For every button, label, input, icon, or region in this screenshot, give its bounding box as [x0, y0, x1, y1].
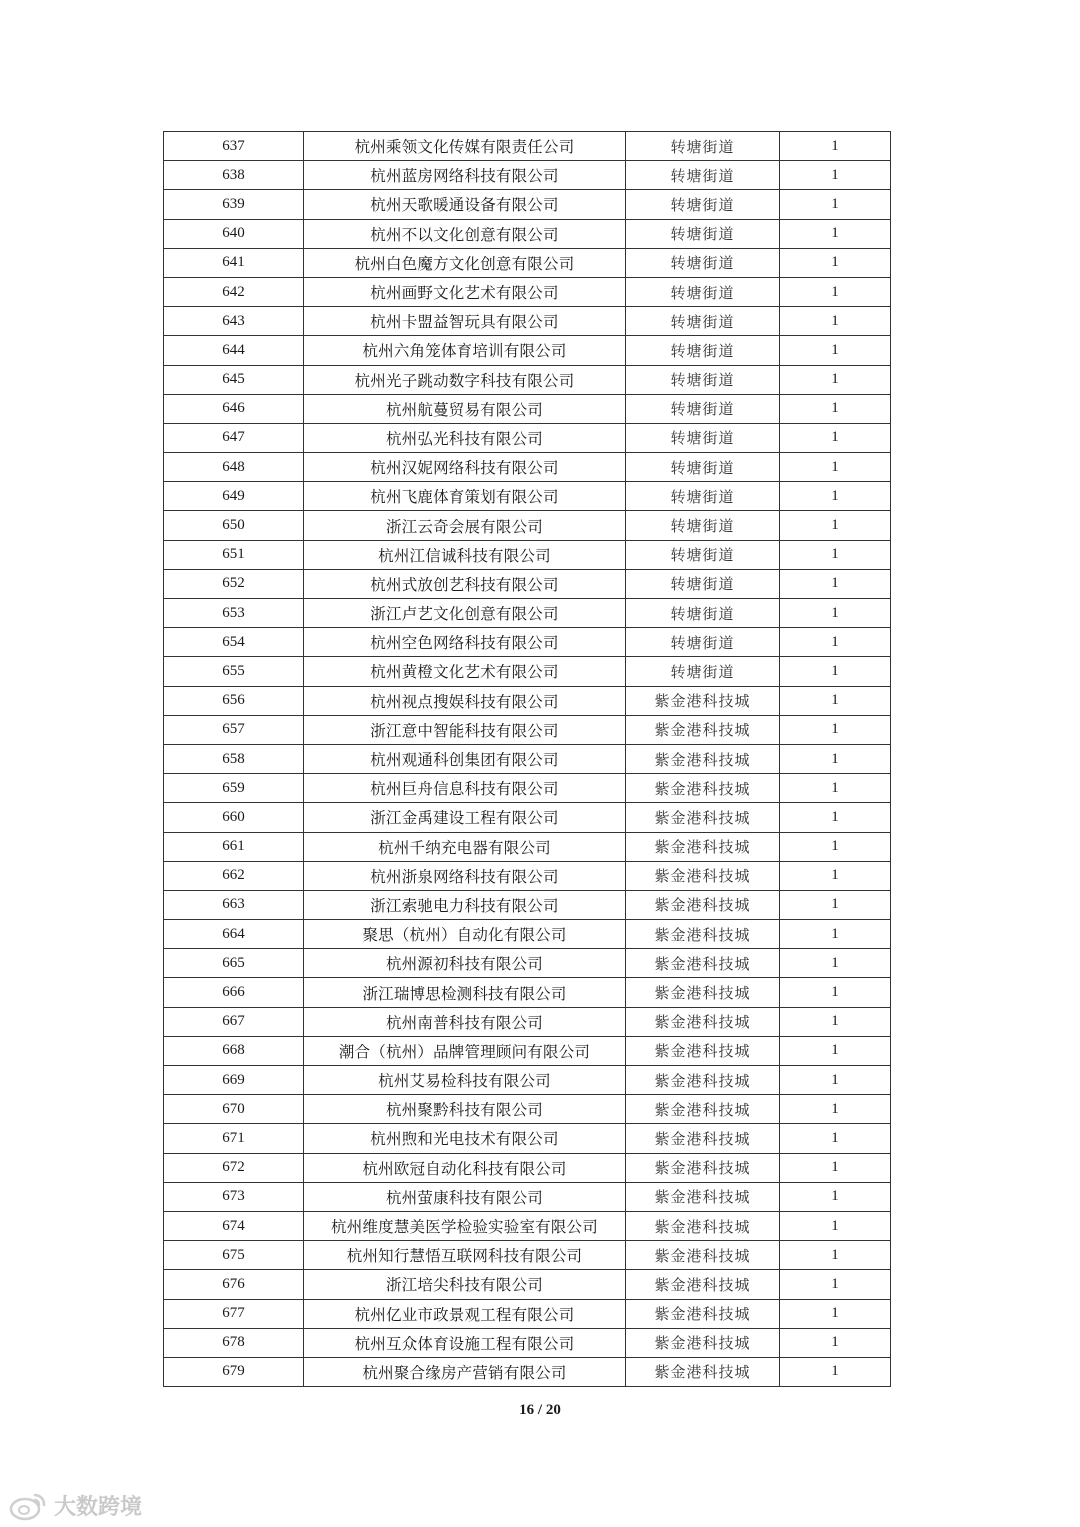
district-cell: 转塘街道: [626, 248, 780, 277]
table-row: [164, 190, 891, 219]
count-cell: 1: [780, 423, 891, 452]
company-name-cell: 潮合（杭州）品牌管理顾问有限公司: [304, 1036, 626, 1065]
row-number-cell: 665: [164, 949, 304, 978]
company-name-cell: 浙江意中智能科技有限公司: [304, 715, 626, 744]
count-cell: 1: [780, 1241, 891, 1270]
district-cell: 紫金港科技城: [626, 1007, 780, 1036]
company-name-cell: 杭州观通科创集团有限公司: [304, 744, 626, 773]
company-name-cell: 杭州千纳充电器有限公司: [304, 832, 626, 861]
row-number-cell: 663: [164, 890, 304, 919]
row-number-cell: 677: [164, 1299, 304, 1328]
company-name-cell: 杭州汉妮网络科技有限公司: [304, 453, 626, 482]
district-cell: 转塘街道: [626, 132, 780, 161]
row-number-cell: 662: [164, 861, 304, 890]
count-cell: 1: [780, 569, 891, 598]
row-number-cell: 649: [164, 482, 304, 511]
count-cell: 1: [780, 1153, 891, 1182]
row-number-cell: 669: [164, 1066, 304, 1095]
company-name-cell: 浙江金禹建设工程有限公司: [304, 803, 626, 832]
district-cell: 转塘街道: [626, 511, 780, 540]
row-number-cell: 647: [164, 423, 304, 452]
table-row: [164, 1036, 891, 1065]
district-cell: 转塘街道: [626, 161, 780, 190]
row-number-cell: 641: [164, 248, 304, 277]
district-cell: 转塘街道: [626, 599, 780, 628]
table-row: [164, 1007, 891, 1036]
district-cell: 紫金港科技城: [626, 978, 780, 1007]
district-cell: 转塘街道: [626, 569, 780, 598]
row-number-cell: 650: [164, 511, 304, 540]
row-number-cell: 646: [164, 394, 304, 423]
district-cell: 紫金港科技城: [626, 1153, 780, 1182]
company-name-cell: 杭州欧冠自动化科技有限公司: [304, 1153, 626, 1182]
district-cell: 紫金港科技城: [626, 686, 780, 715]
count-cell: 1: [780, 1036, 891, 1065]
table-row: [164, 1328, 891, 1357]
count-cell: 1: [780, 1095, 891, 1124]
table-row: [164, 1153, 891, 1182]
company-name-cell: 杭州视点搜娱科技有限公司: [304, 686, 626, 715]
table-row: [164, 715, 891, 744]
district-cell: 转塘街道: [626, 540, 780, 569]
row-number-cell: 653: [164, 599, 304, 628]
company-name-cell: 杭州六角笼体育培训有限公司: [304, 336, 626, 365]
row-number-cell: 637: [164, 132, 304, 161]
row-number-cell: 679: [164, 1357, 304, 1386]
table-row: [164, 277, 891, 306]
table-row: [164, 1299, 891, 1328]
district-cell: 紫金港科技城: [626, 1299, 780, 1328]
company-table: [163, 131, 891, 1387]
district-cell: 紫金港科技城: [626, 1066, 780, 1095]
row-number-cell: 638: [164, 161, 304, 190]
company-name-cell: 浙江卢艺文化创意有限公司: [304, 599, 626, 628]
count-cell: 1: [780, 1270, 891, 1299]
table-row: [164, 161, 891, 190]
count-cell: 1: [780, 832, 891, 861]
district-cell: 转塘街道: [626, 657, 780, 686]
count-cell: 1: [780, 190, 891, 219]
row-number-cell: 668: [164, 1036, 304, 1065]
count-cell: 1: [780, 277, 891, 306]
count-cell: 1: [780, 248, 891, 277]
row-number-cell: 654: [164, 628, 304, 657]
count-cell: 1: [780, 1328, 891, 1357]
district-cell: 转塘街道: [626, 277, 780, 306]
district-cell: 转塘街道: [626, 482, 780, 511]
row-number-cell: 660: [164, 803, 304, 832]
row-number-cell: 671: [164, 1124, 304, 1153]
table-row: [164, 628, 891, 657]
count-cell: 1: [780, 453, 891, 482]
table-row: [164, 949, 891, 978]
table-row: [164, 744, 891, 773]
district-cell: 紫金港科技城: [626, 890, 780, 919]
page-number: 16 / 20: [519, 1402, 561, 1418]
count-cell: 1: [780, 511, 891, 540]
count-cell: 1: [780, 1299, 891, 1328]
company-name-cell: 杭州互众体育设施工程有限公司: [304, 1328, 626, 1357]
row-number-cell: 672: [164, 1153, 304, 1182]
watermark: [8, 1490, 142, 1521]
table-row: [164, 890, 891, 919]
row-number-cell: 643: [164, 307, 304, 336]
count-cell: 1: [780, 482, 891, 511]
table-row: [164, 423, 891, 452]
count-cell: 1: [780, 920, 891, 949]
company-name-cell: 浙江瑞博思检测科技有限公司: [304, 978, 626, 1007]
company-name-cell: 杭州艾易检科技有限公司: [304, 1066, 626, 1095]
row-number-cell: 639: [164, 190, 304, 219]
table-row: [164, 482, 891, 511]
company-name-cell: 杭州航蔓贸易有限公司: [304, 394, 626, 423]
count-cell: 1: [780, 1066, 891, 1095]
table-row: [164, 219, 891, 248]
count-cell: 1: [780, 336, 891, 365]
district-cell: 紫金港科技城: [626, 803, 780, 832]
district-cell: 紫金港科技城: [626, 1036, 780, 1065]
district-cell: 转塘街道: [626, 307, 780, 336]
row-number-cell: 675: [164, 1241, 304, 1270]
company-name-cell: 杭州天歌暖通设备有限公司: [304, 190, 626, 219]
company-name-cell: 杭州江信诚科技有限公司: [304, 540, 626, 569]
district-cell: 紫金港科技城: [626, 1095, 780, 1124]
district-cell: 转塘街道: [626, 453, 780, 482]
company-name-cell: 杭州维度慧美医学检验实验室有限公司: [304, 1211, 626, 1240]
district-cell: 紫金港科技城: [626, 1270, 780, 1299]
count-cell: 1: [780, 307, 891, 336]
table-row: [164, 1211, 891, 1240]
row-number-cell: 664: [164, 920, 304, 949]
table-row: [164, 1241, 891, 1270]
company-name-cell: 杭州弘光科技有限公司: [304, 423, 626, 452]
company-name-cell: 杭州聚合缘房产营销有限公司: [304, 1357, 626, 1386]
count-cell: 1: [780, 1211, 891, 1240]
table-row: [164, 861, 891, 890]
count-cell: 1: [780, 1124, 891, 1153]
count-cell: 1: [780, 1007, 891, 1036]
row-number-cell: 678: [164, 1328, 304, 1357]
district-cell: 转塘街道: [626, 423, 780, 452]
count-cell: 1: [780, 774, 891, 803]
table-row: [164, 336, 891, 365]
row-number-cell: 673: [164, 1182, 304, 1211]
table-row: [164, 1095, 891, 1124]
district-cell: 紫金港科技城: [626, 715, 780, 744]
table-row: [164, 1182, 891, 1211]
district-cell: 紫金港科技城: [626, 1211, 780, 1240]
count-cell: 1: [780, 599, 891, 628]
row-number-cell: 676: [164, 1270, 304, 1299]
district-cell: 紫金港科技城: [626, 832, 780, 861]
table-row: [164, 307, 891, 336]
company-name-cell: 杭州知行慧悟互联网科技有限公司: [304, 1241, 626, 1270]
count-cell: 1: [780, 803, 891, 832]
row-number-cell: 645: [164, 365, 304, 394]
row-number-cell: 661: [164, 832, 304, 861]
company-name-cell: 杭州聚黔科技有限公司: [304, 1095, 626, 1124]
count-cell: 1: [780, 715, 891, 744]
district-cell: 紫金港科技城: [626, 920, 780, 949]
table-row: [164, 540, 891, 569]
company-name-cell: 浙江云奇会展有限公司: [304, 511, 626, 540]
count-cell: 1: [780, 949, 891, 978]
table-row: [164, 248, 891, 277]
company-name-cell: 杭州空色网络科技有限公司: [304, 628, 626, 657]
table-row: [164, 686, 891, 715]
company-name-cell: 杭州亿业市政景观工程有限公司: [304, 1299, 626, 1328]
table-row: [164, 657, 891, 686]
company-name-cell: 杭州巨舟信息科技有限公司: [304, 774, 626, 803]
company-name-cell: 聚思（杭州）自动化有限公司: [304, 920, 626, 949]
district-cell: 紫金港科技城: [626, 1241, 780, 1270]
count-cell: 1: [780, 890, 891, 919]
district-cell: 转塘街道: [626, 219, 780, 248]
table-row: [164, 803, 891, 832]
count-cell: 1: [780, 686, 891, 715]
district-cell: 紫金港科技城: [626, 1328, 780, 1357]
row-number-cell: 657: [164, 715, 304, 744]
weibo-logo-icon: [8, 1491, 48, 1521]
table-row: [164, 394, 891, 423]
district-cell: 紫金港科技城: [626, 949, 780, 978]
company-name-cell: 杭州南普科技有限公司: [304, 1007, 626, 1036]
company-name-cell: 杭州画野文化艺术有限公司: [304, 277, 626, 306]
row-number-cell: 648: [164, 453, 304, 482]
row-number-cell: 644: [164, 336, 304, 365]
table-row: [164, 599, 891, 628]
table-row: [164, 1357, 891, 1386]
table-row: [164, 1270, 891, 1299]
row-number-cell: 659: [164, 774, 304, 803]
company-name-cell: 杭州蓝房网络科技有限公司: [304, 161, 626, 190]
table-row: [164, 832, 891, 861]
count-cell: 1: [780, 394, 891, 423]
district-cell: 转塘街道: [626, 336, 780, 365]
table-row: [164, 569, 891, 598]
count-cell: 1: [780, 132, 891, 161]
table-row: [164, 920, 891, 949]
table-row: [164, 511, 891, 540]
company-name-cell: 杭州卡盟益智玩具有限公司: [304, 307, 626, 336]
count-cell: 1: [780, 1182, 891, 1211]
count-cell: 1: [780, 628, 891, 657]
row-number-cell: 674: [164, 1211, 304, 1240]
company-name-cell: 杭州源初科技有限公司: [304, 949, 626, 978]
row-number-cell: 642: [164, 277, 304, 306]
count-cell: 1: [780, 1357, 891, 1386]
row-number-cell: 640: [164, 219, 304, 248]
company-name-cell: 杭州浙泉网络科技有限公司: [304, 861, 626, 890]
count-cell: 1: [780, 161, 891, 190]
district-cell: 转塘街道: [626, 628, 780, 657]
company-name-cell: 杭州乘领文化传媒有限责任公司: [304, 132, 626, 161]
company-name-cell: 杭州不以文化创意有限公司: [304, 219, 626, 248]
district-cell: 紫金港科技城: [626, 1357, 780, 1386]
table-row: [164, 453, 891, 482]
table-row: [164, 978, 891, 1007]
count-cell: 1: [780, 978, 891, 1007]
company-name-cell: 浙江索驰电力科技有限公司: [304, 890, 626, 919]
company-name-cell: 杭州式放创艺科技有限公司: [304, 569, 626, 598]
district-cell: 紫金港科技城: [626, 774, 780, 803]
watermark-text: 大数跨境: [54, 1495, 143, 1520]
district-cell: 转塘街道: [626, 394, 780, 423]
table-row: [164, 1124, 891, 1153]
count-cell: 1: [780, 744, 891, 773]
company-name-cell: 杭州光子跳动数字科技有限公司: [304, 365, 626, 394]
row-number-cell: 658: [164, 744, 304, 773]
table-row: [164, 132, 891, 161]
row-number-cell: 670: [164, 1095, 304, 1124]
row-number-cell: 667: [164, 1007, 304, 1036]
company-name-cell: 浙江培尖科技有限公司: [304, 1270, 626, 1299]
count-cell: 1: [780, 657, 891, 686]
company-name-cell: 杭州黄橙文化艺术有限公司: [304, 657, 626, 686]
table-row: [164, 774, 891, 803]
district-cell: 紫金港科技城: [626, 861, 780, 890]
row-number-cell: 655: [164, 657, 304, 686]
row-number-cell: 656: [164, 686, 304, 715]
company-name-cell: 杭州萤康科技有限公司: [304, 1182, 626, 1211]
table-row: [164, 1066, 891, 1095]
count-cell: 1: [780, 861, 891, 890]
row-number-cell: 666: [164, 978, 304, 1007]
district-cell: 紫金港科技城: [626, 1182, 780, 1211]
row-number-cell: 651: [164, 540, 304, 569]
district-cell: 紫金港科技城: [626, 744, 780, 773]
count-cell: 1: [780, 219, 891, 248]
district-cell: 紫金港科技城: [626, 1124, 780, 1153]
company-name-cell: 杭州白色魔方文化创意有限公司: [304, 248, 626, 277]
district-cell: 转塘街道: [626, 190, 780, 219]
count-cell: 1: [780, 540, 891, 569]
company-name-cell: 杭州飞鹿体育策划有限公司: [304, 482, 626, 511]
row-number-cell: 652: [164, 569, 304, 598]
count-cell: 1: [780, 365, 891, 394]
company-table-body: [164, 132, 891, 1387]
company-name-cell: 杭州煦和光电技术有限公司: [304, 1124, 626, 1153]
district-cell: 转塘街道: [626, 365, 780, 394]
table-row: [164, 365, 891, 394]
